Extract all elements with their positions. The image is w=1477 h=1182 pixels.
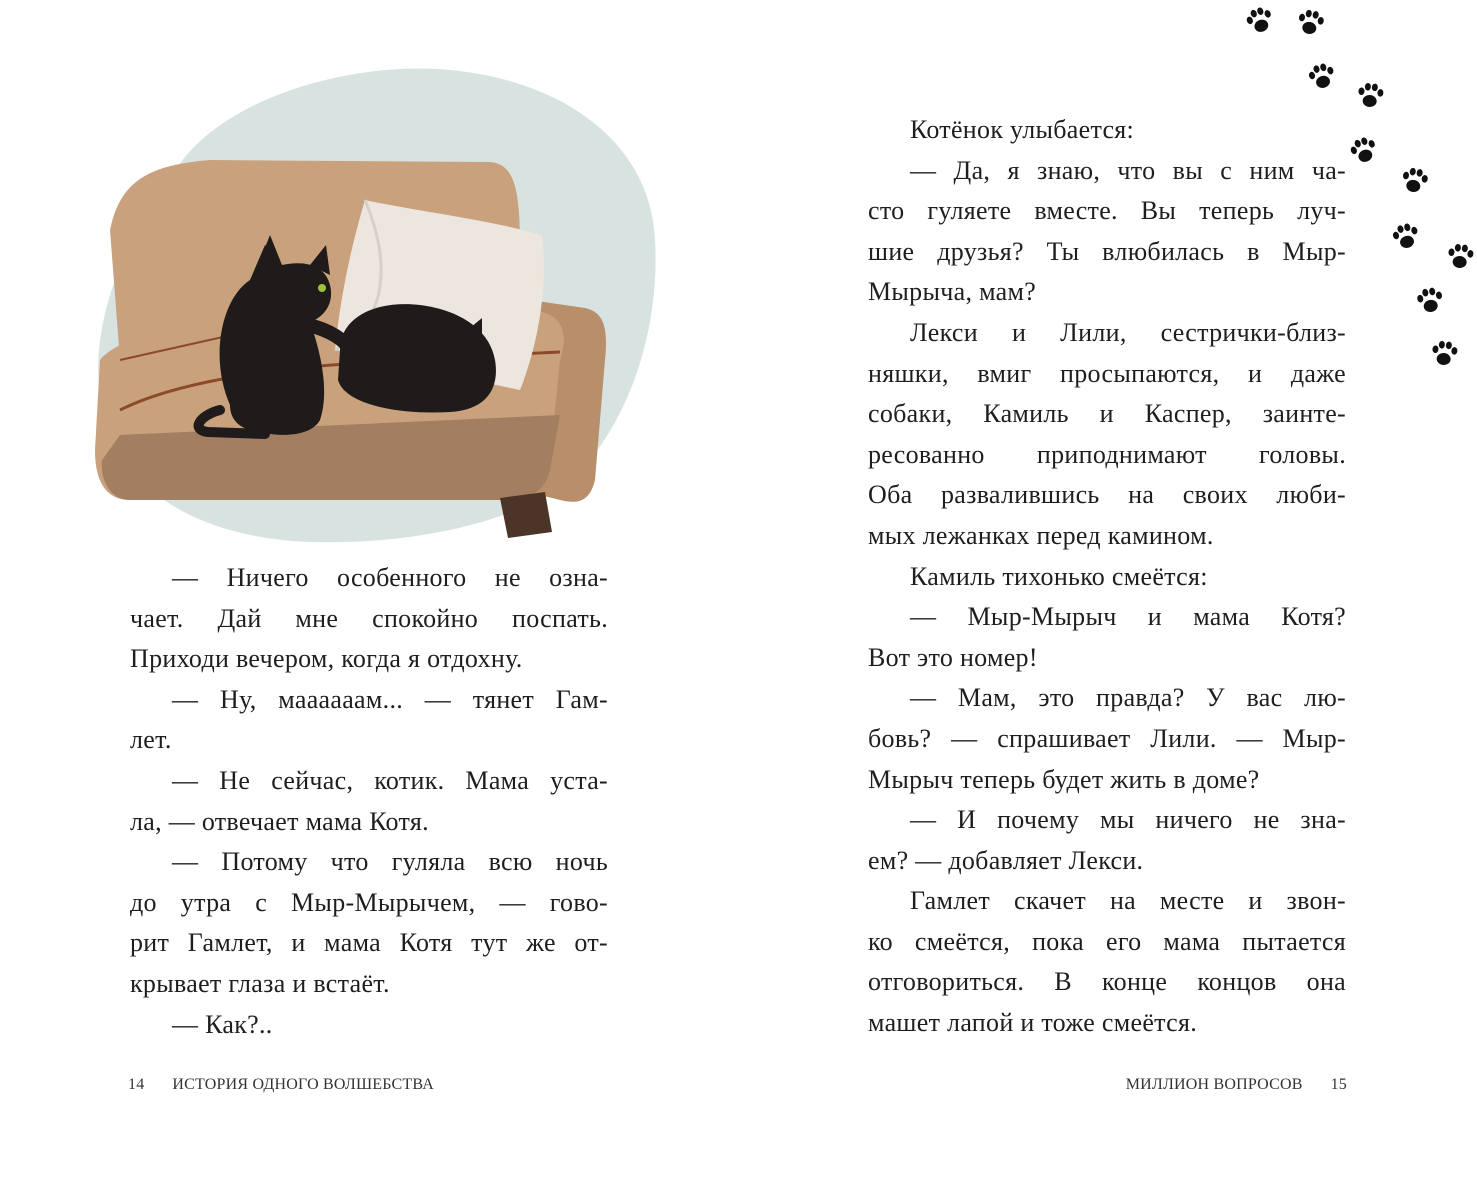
paw-print-icon <box>1391 221 1421 250</box>
text-line: Приходи вечером, когда я отдохну. <box>130 644 523 674</box>
text-line: лет. <box>130 725 172 755</box>
paw-print-icon <box>1416 286 1445 314</box>
paw-print-icon <box>1244 5 1276 36</box>
text-line: — Не сейчас, котик. Мама уста- <box>172 765 608 795</box>
text-line: машет лапой и тоже смеётся. <box>868 1008 1198 1038</box>
text-line: — Потому что гуляла всю ночь <box>172 847 608 877</box>
text-line: рит Гамлет, и мама Котя тут же от- <box>130 928 608 958</box>
text-line: Мырыч теперь будет жить в доме? <box>868 764 1260 794</box>
text-line: ем? — добавляет Лекси. <box>868 845 1144 875</box>
text-line: — Как?.. <box>172 1009 273 1039</box>
paw-print-icon <box>1296 8 1325 36</box>
text-line: отговориться. В конце концов она <box>868 967 1346 997</box>
paw-print-icon <box>1447 243 1474 269</box>
text-line: ресованно приподнимают головы. <box>868 439 1346 469</box>
text-line: — Ничего особенного не озна- <box>172 563 608 592</box>
chapter-title: ИСТОРИЯ ОДНОГО ВОЛШЕБСТВА <box>172 1076 434 1093</box>
sofa-cats-illustration <box>90 60 670 550</box>
left-page-text <box>130 558 608 1045</box>
text-line: Гамлет скачет на месте и звон- <box>910 886 1346 916</box>
page-number: 14 <box>128 1076 145 1093</box>
paw-print-icon <box>1431 340 1458 366</box>
left-running-footer <box>128 1076 434 1094</box>
text-line: Лекси и Лили, сестрички-близ- <box>910 317 1346 347</box>
text-line: бовь? — спрашивает Лили. — Мыр- <box>868 723 1346 753</box>
paw-print-icon <box>1357 82 1384 108</box>
text-line: шие друзья? Ты влюбилась в Мыр- <box>868 236 1346 266</box>
text-line: сто гуляете вместе. Вы теперь луч- <box>868 196 1346 226</box>
text-line: ко смеётся, пока его мама пытается <box>868 926 1346 956</box>
paw-print-icon <box>1307 61 1337 90</box>
text-line: Камиль тихонько смеётся: <box>910 561 1208 591</box>
text-line: — Мам, это правда? У вас лю- <box>910 683 1346 713</box>
text-line: — Мыр-Мырыч и мама Котя? <box>910 602 1346 632</box>
right-running-footer <box>1126 1076 1347 1094</box>
text-line: Оба развалившись на своих люби- <box>868 480 1346 510</box>
text-line: — Да, я знаю, что вы с ним ча- <box>910 155 1346 185</box>
page-number: 15 <box>1330 1076 1347 1093</box>
sofa-leg <box>500 492 552 538</box>
text-line: Котёнок улыбается: <box>910 115 1135 144</box>
text-line: няшки, вмиг просыпаются, и даже <box>868 358 1346 388</box>
text-line: Мырыча, мам? <box>868 277 1037 307</box>
text-line: крывает глаза и встаёт. <box>130 968 390 998</box>
text-line: ла, — отвечает мама Котя. <box>130 806 429 836</box>
left-page <box>0 0 738 1182</box>
paw-print-icon <box>1348 135 1380 166</box>
text-line: мых лежанках перед камином. <box>868 520 1214 550</box>
text-line: Вот это номер! <box>868 642 1038 672</box>
text-line: собаки, Камиль и Каспер, заинте- <box>868 399 1346 429</box>
text-line: — И почему мы ничего не зна- <box>910 805 1346 835</box>
paw-print-icon <box>1400 166 1429 194</box>
chapter-title: МИЛЛИОН ВОПРОСОВ <box>1125 1076 1303 1093</box>
text-line: — Ну, маааааам... — тянет Гам- <box>172 684 608 714</box>
paw-prints-decoration <box>1238 0 1477 380</box>
text-line: до утра с Мыр-Мырычем, — гово- <box>130 887 608 917</box>
text-line: чает. Дай мне спокойно поспать. <box>130 603 608 633</box>
